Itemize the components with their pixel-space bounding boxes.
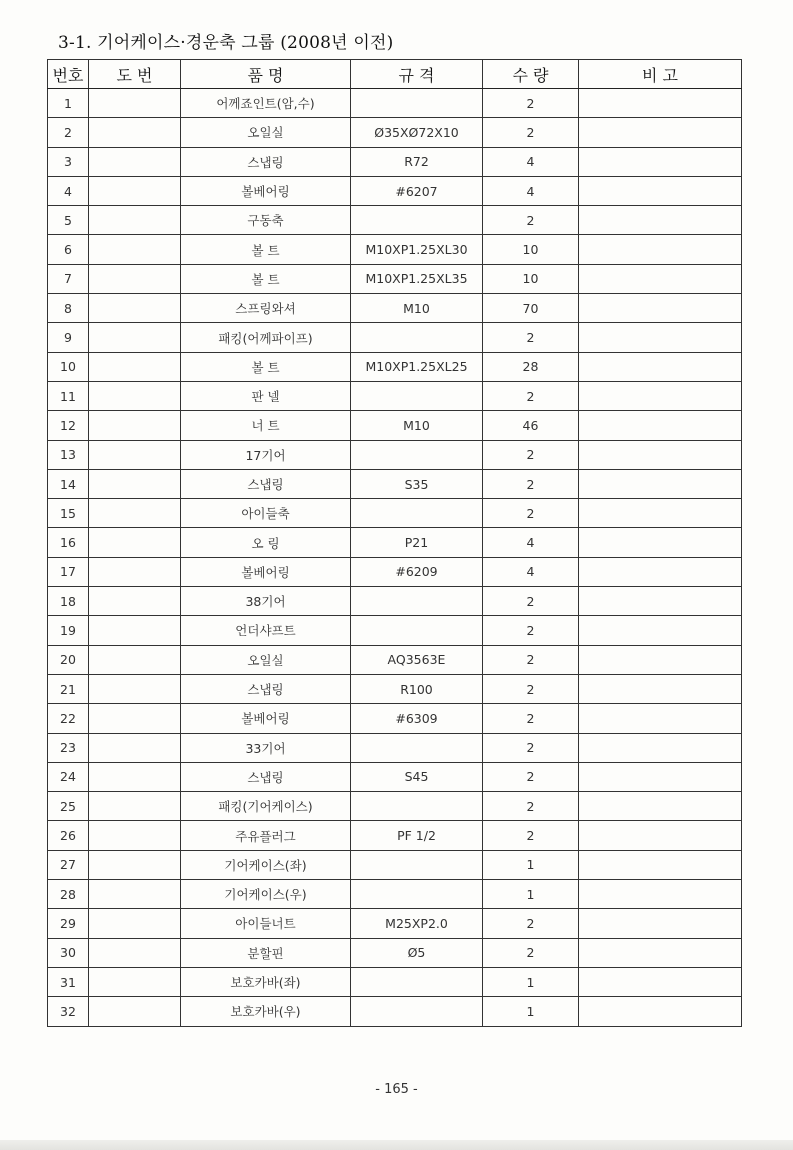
row-note bbox=[579, 909, 742, 938]
table-row bbox=[48, 352, 742, 381]
row-spec bbox=[351, 850, 483, 879]
row-part-name: 오일실 bbox=[181, 645, 351, 674]
row-number: 32 bbox=[48, 997, 89, 1026]
row-number: 21 bbox=[48, 674, 89, 703]
row-part-name: 스프링와셔 bbox=[181, 294, 351, 323]
row-note bbox=[579, 528, 742, 557]
row-quantity: 4 bbox=[483, 528, 579, 557]
row-part-name: 스냅링 bbox=[181, 674, 351, 703]
row-drawing-number bbox=[89, 967, 181, 996]
row-number: 16 bbox=[48, 528, 89, 557]
row-number: 28 bbox=[48, 880, 89, 909]
row-quantity: 1 bbox=[483, 997, 579, 1026]
row-note bbox=[579, 147, 742, 176]
row-drawing-number bbox=[89, 645, 181, 674]
table-row bbox=[48, 264, 742, 293]
row-quantity: 4 bbox=[483, 176, 579, 205]
row-note bbox=[579, 235, 742, 264]
row-spec bbox=[351, 206, 483, 235]
table-row bbox=[48, 147, 742, 176]
row-spec: R100 bbox=[351, 674, 483, 703]
row-part-name: 보호카바(좌) bbox=[181, 967, 351, 996]
table-row bbox=[48, 499, 742, 528]
row-quantity: 28 bbox=[483, 352, 579, 381]
header-note: 비 고 bbox=[579, 60, 742, 89]
row-note bbox=[579, 674, 742, 703]
row-part-name: 볼 트 bbox=[181, 264, 351, 293]
row-spec: S45 bbox=[351, 762, 483, 791]
table-row bbox=[48, 645, 742, 674]
row-drawing-number bbox=[89, 235, 181, 264]
row-part-name: 오일실 bbox=[181, 118, 351, 147]
table-row bbox=[48, 323, 742, 352]
row-part-name: 분할핀 bbox=[181, 938, 351, 967]
row-spec: Ø5 bbox=[351, 938, 483, 967]
row-note bbox=[579, 967, 742, 996]
row-number: 24 bbox=[48, 762, 89, 791]
row-part-name: 구동축 bbox=[181, 206, 351, 235]
header-no: 번호 bbox=[48, 60, 89, 89]
parts-table bbox=[47, 59, 742, 1027]
row-part-name: 판 넬 bbox=[181, 381, 351, 410]
table-row bbox=[48, 674, 742, 703]
row-note bbox=[579, 557, 742, 586]
table-row bbox=[48, 733, 742, 762]
row-drawing-number bbox=[89, 587, 181, 616]
table-row bbox=[48, 587, 742, 616]
row-drawing-number bbox=[89, 381, 181, 410]
row-quantity: 2 bbox=[483, 733, 579, 762]
row-drawing-number bbox=[89, 352, 181, 381]
table-row bbox=[48, 616, 742, 645]
row-spec: Ø35XØ72X10 bbox=[351, 118, 483, 147]
table-row bbox=[48, 557, 742, 586]
row-quantity: 2 bbox=[483, 616, 579, 645]
row-note bbox=[579, 850, 742, 879]
row-number: 10 bbox=[48, 352, 89, 381]
row-note bbox=[579, 762, 742, 791]
row-number: 5 bbox=[48, 206, 89, 235]
table-row bbox=[48, 850, 742, 879]
table-row bbox=[48, 381, 742, 410]
row-quantity: 2 bbox=[483, 821, 579, 850]
row-part-name: 너 트 bbox=[181, 411, 351, 440]
row-spec bbox=[351, 880, 483, 909]
row-number: 25 bbox=[48, 792, 89, 821]
row-spec bbox=[351, 381, 483, 410]
row-spec: S35 bbox=[351, 469, 483, 498]
header-qty: 수 량 bbox=[483, 60, 579, 89]
row-note bbox=[579, 118, 742, 147]
row-part-name: 볼 트 bbox=[181, 352, 351, 381]
row-part-name: 아이들너트 bbox=[181, 909, 351, 938]
row-quantity: 1 bbox=[483, 850, 579, 879]
row-note bbox=[579, 645, 742, 674]
row-quantity: 2 bbox=[483, 89, 579, 118]
table-row bbox=[48, 411, 742, 440]
row-quantity: 4 bbox=[483, 147, 579, 176]
row-drawing-number bbox=[89, 264, 181, 293]
row-number: 7 bbox=[48, 264, 89, 293]
row-quantity: 1 bbox=[483, 880, 579, 909]
row-part-name: 17기어 bbox=[181, 440, 351, 469]
row-quantity: 2 bbox=[483, 909, 579, 938]
row-number: 11 bbox=[48, 381, 89, 410]
row-number: 26 bbox=[48, 821, 89, 850]
row-part-name: 스냅링 bbox=[181, 147, 351, 176]
row-quantity: 2 bbox=[483, 674, 579, 703]
row-part-name: 볼베어링 bbox=[181, 704, 351, 733]
table-row bbox=[48, 704, 742, 733]
row-note bbox=[579, 352, 742, 381]
row-drawing-number bbox=[89, 147, 181, 176]
row-spec: M10XP1.25XL25 bbox=[351, 352, 483, 381]
row-drawing-number bbox=[89, 880, 181, 909]
row-part-name: 볼베어링 bbox=[181, 557, 351, 586]
row-spec bbox=[351, 733, 483, 762]
row-spec bbox=[351, 499, 483, 528]
row-part-name: 보호카바(우) bbox=[181, 997, 351, 1026]
row-quantity: 2 bbox=[483, 587, 579, 616]
row-drawing-number bbox=[89, 821, 181, 850]
row-number: 13 bbox=[48, 440, 89, 469]
row-number: 3 bbox=[48, 147, 89, 176]
row-drawing-number bbox=[89, 997, 181, 1026]
row-note bbox=[579, 89, 742, 118]
row-note bbox=[579, 880, 742, 909]
row-drawing-number bbox=[89, 440, 181, 469]
row-spec bbox=[351, 616, 483, 645]
table-row bbox=[48, 880, 742, 909]
row-drawing-number bbox=[89, 733, 181, 762]
row-spec bbox=[351, 323, 483, 352]
table-row bbox=[48, 967, 742, 996]
row-note bbox=[579, 323, 742, 352]
row-drawing-number bbox=[89, 762, 181, 791]
row-quantity: 2 bbox=[483, 323, 579, 352]
table-row bbox=[48, 206, 742, 235]
row-drawing-number bbox=[89, 411, 181, 440]
row-spec: M10XP1.25XL30 bbox=[351, 235, 483, 264]
row-note bbox=[579, 616, 742, 645]
row-drawing-number bbox=[89, 469, 181, 498]
row-number: 19 bbox=[48, 616, 89, 645]
row-spec: M10 bbox=[351, 411, 483, 440]
row-drawing-number bbox=[89, 294, 181, 323]
table-row bbox=[48, 997, 742, 1026]
row-number: 6 bbox=[48, 235, 89, 264]
row-quantity: 4 bbox=[483, 557, 579, 586]
row-spec bbox=[351, 792, 483, 821]
row-number: 17 bbox=[48, 557, 89, 586]
row-spec bbox=[351, 587, 483, 616]
row-drawing-number bbox=[89, 674, 181, 703]
row-part-name: 33기어 bbox=[181, 733, 351, 762]
header-spec: 규 격 bbox=[351, 60, 483, 89]
row-note bbox=[579, 733, 742, 762]
row-drawing-number bbox=[89, 850, 181, 879]
header-name: 품 명 bbox=[181, 60, 351, 89]
row-part-name: 볼 트 bbox=[181, 235, 351, 264]
row-quantity: 2 bbox=[483, 469, 579, 498]
row-note bbox=[579, 294, 742, 323]
row-spec: #6309 bbox=[351, 704, 483, 733]
row-spec: R72 bbox=[351, 147, 483, 176]
row-quantity: 2 bbox=[483, 704, 579, 733]
row-spec: M10 bbox=[351, 294, 483, 323]
table-row bbox=[48, 762, 742, 791]
row-part-name: 어께죠인트(암,수) bbox=[181, 89, 351, 118]
row-note bbox=[579, 206, 742, 235]
row-note bbox=[579, 792, 742, 821]
row-note bbox=[579, 264, 742, 293]
row-number: 30 bbox=[48, 938, 89, 967]
row-drawing-number bbox=[89, 89, 181, 118]
row-number: 12 bbox=[48, 411, 89, 440]
row-spec bbox=[351, 967, 483, 996]
row-spec: P21 bbox=[351, 528, 483, 557]
row-drawing-number bbox=[89, 938, 181, 967]
row-spec bbox=[351, 997, 483, 1026]
row-part-name: 패킹(기어케이스) bbox=[181, 792, 351, 821]
row-quantity: 2 bbox=[483, 206, 579, 235]
row-drawing-number bbox=[89, 557, 181, 586]
row-note bbox=[579, 440, 742, 469]
table-header-row bbox=[48, 60, 742, 89]
row-note bbox=[579, 499, 742, 528]
page-number: - 165 - bbox=[375, 1082, 418, 1097]
row-drawing-number bbox=[89, 323, 181, 352]
row-part-name: 주유플러그 bbox=[181, 821, 351, 850]
row-part-name: 기어케이스(좌) bbox=[181, 850, 351, 879]
row-part-name: 38기어 bbox=[181, 587, 351, 616]
row-number: 23 bbox=[48, 733, 89, 762]
row-quantity: 46 bbox=[483, 411, 579, 440]
row-quantity: 2 bbox=[483, 440, 579, 469]
row-drawing-number bbox=[89, 118, 181, 147]
row-drawing-number bbox=[89, 616, 181, 645]
row-spec bbox=[351, 89, 483, 118]
row-quantity: 2 bbox=[483, 645, 579, 674]
row-quantity: 1 bbox=[483, 967, 579, 996]
row-note bbox=[579, 381, 742, 410]
table-row bbox=[48, 440, 742, 469]
row-part-name: 스냅링 bbox=[181, 469, 351, 498]
row-part-name: 아이들축 bbox=[181, 499, 351, 528]
row-drawing-number bbox=[89, 206, 181, 235]
row-number: 2 bbox=[48, 118, 89, 147]
table-row bbox=[48, 294, 742, 323]
page-bottom-edge bbox=[0, 1140, 793, 1150]
row-number: 8 bbox=[48, 294, 89, 323]
table-row bbox=[48, 528, 742, 557]
row-spec: AQ3563E bbox=[351, 645, 483, 674]
row-number: 31 bbox=[48, 967, 89, 996]
row-note bbox=[579, 997, 742, 1026]
table-row bbox=[48, 909, 742, 938]
table-row bbox=[48, 821, 742, 850]
table-row bbox=[48, 118, 742, 147]
row-part-name: 언더샤프트 bbox=[181, 616, 351, 645]
row-note bbox=[579, 938, 742, 967]
row-number: 29 bbox=[48, 909, 89, 938]
row-quantity: 2 bbox=[483, 792, 579, 821]
row-note bbox=[579, 704, 742, 733]
row-number: 14 bbox=[48, 469, 89, 498]
row-quantity: 2 bbox=[483, 381, 579, 410]
row-note bbox=[579, 821, 742, 850]
row-quantity: 2 bbox=[483, 938, 579, 967]
row-note bbox=[579, 411, 742, 440]
row-quantity: 10 bbox=[483, 235, 579, 264]
row-part-name: 패킹(어께파이프) bbox=[181, 323, 351, 352]
row-quantity: 2 bbox=[483, 118, 579, 147]
row-note bbox=[579, 469, 742, 498]
page-title: 3-1. 기어케이스·경운축 그룹 (2008년 이전) bbox=[58, 33, 394, 53]
row-number: 20 bbox=[48, 645, 89, 674]
row-quantity: 70 bbox=[483, 294, 579, 323]
row-drawing-number bbox=[89, 704, 181, 733]
row-quantity: 10 bbox=[483, 264, 579, 293]
row-number: 27 bbox=[48, 850, 89, 879]
row-part-name: 스냅링 bbox=[181, 762, 351, 791]
row-number: 1 bbox=[48, 89, 89, 118]
row-part-name: 볼베어링 bbox=[181, 176, 351, 205]
row-spec: M25XP2.0 bbox=[351, 909, 483, 938]
row-quantity: 2 bbox=[483, 499, 579, 528]
row-drawing-number bbox=[89, 792, 181, 821]
table-row bbox=[48, 89, 742, 118]
row-spec: M10XP1.25XL35 bbox=[351, 264, 483, 293]
row-spec: #6209 bbox=[351, 557, 483, 586]
row-quantity: 2 bbox=[483, 762, 579, 791]
table-row bbox=[48, 469, 742, 498]
row-part-name: 기어케이스(우) bbox=[181, 880, 351, 909]
row-drawing-number bbox=[89, 499, 181, 528]
table-row bbox=[48, 938, 742, 967]
table-row bbox=[48, 792, 742, 821]
row-number: 9 bbox=[48, 323, 89, 352]
row-drawing-number bbox=[89, 528, 181, 557]
row-note bbox=[579, 176, 742, 205]
header-drawing: 도 번 bbox=[89, 60, 181, 89]
row-spec bbox=[351, 440, 483, 469]
row-part-name: 오 링 bbox=[181, 528, 351, 557]
table-row bbox=[48, 176, 742, 205]
row-note bbox=[579, 587, 742, 616]
row-drawing-number bbox=[89, 909, 181, 938]
row-number: 15 bbox=[48, 499, 89, 528]
row-number: 18 bbox=[48, 587, 89, 616]
table-row bbox=[48, 235, 742, 264]
row-number: 4 bbox=[48, 176, 89, 205]
row-number: 22 bbox=[48, 704, 89, 733]
row-spec: #6207 bbox=[351, 176, 483, 205]
row-drawing-number bbox=[89, 176, 181, 205]
row-spec: PF 1/2 bbox=[351, 821, 483, 850]
